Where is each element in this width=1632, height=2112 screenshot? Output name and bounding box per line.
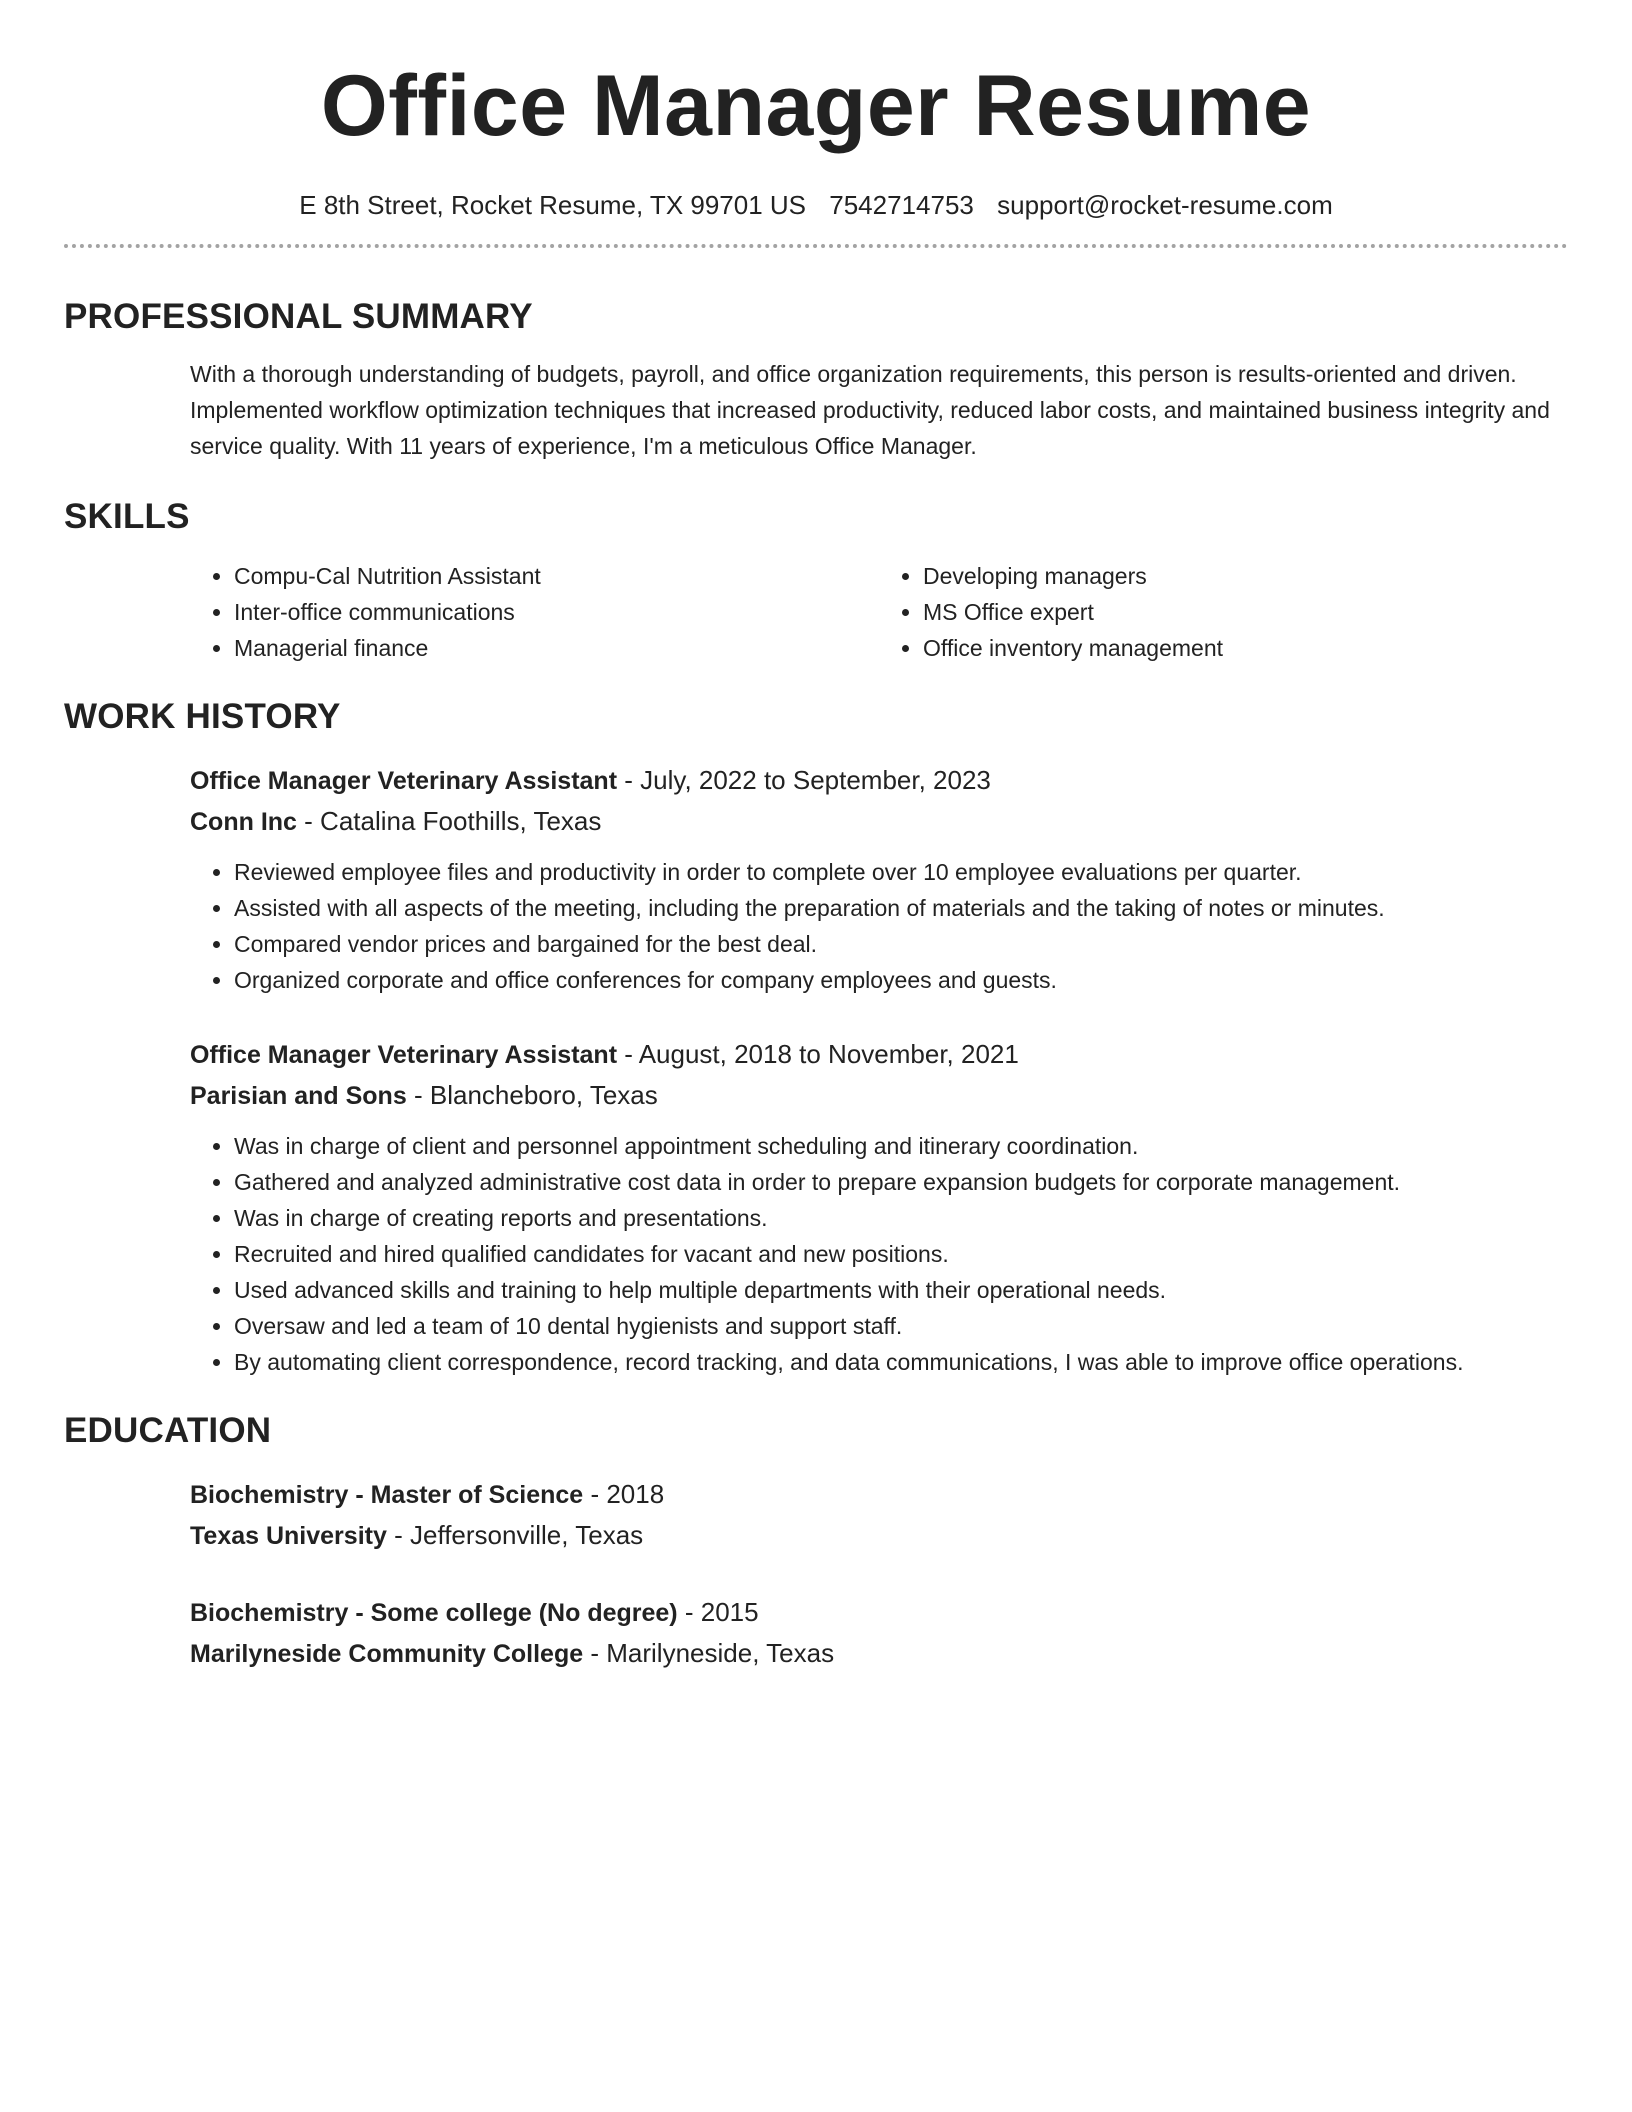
- contact-line: [64, 190, 1568, 220]
- degree-year: - 2015: [684, 1597, 759, 1627]
- job-duty: • Gathered and analyzed administrative cost data in order to prepare expansion budgets for corporate management.: [234, 1164, 1568, 1200]
- skills-list: [190, 558, 1568, 666]
- skill-item: • MS Office expert: [923, 594, 1568, 630]
- degree: Biochemistry - Master of Science: [190, 1481, 584, 1509]
- job-title: Office Manager Veterinary Assistant: [190, 1041, 618, 1069]
- job-dates: - August, 2018 to November, 2021: [624, 1039, 1019, 1069]
- job-dates: - July, 2022 to September, 2023: [624, 765, 991, 795]
- job-company: Conn Inc: [190, 808, 297, 836]
- degree: Biochemistry - Some college (No degree): [190, 1599, 678, 1627]
- work-history: [190, 760, 1568, 1380]
- skill-item: • Developing managers: [923, 558, 1568, 594]
- header-divider: [64, 244, 1568, 248]
- job-entry: [190, 760, 1568, 998]
- job-company: Parisian and Sons: [190, 1082, 407, 1110]
- summary-text: With a thorough understanding of budgets, payroll, and office organization requirements, this person is results-oriented and driven. Implemented workflow optimization techniques that increased productivity, reduced labor costs, and maintained business integrity and service quality. With 11 years of experience, I'm a meticulous Office Manager.: [190, 361, 1550, 459]
- job-duty: • Recruited and hired qualified candidates for vacant and new positions.: [234, 1236, 1568, 1272]
- skills-column-left: [190, 558, 879, 666]
- skills-column-right: [879, 558, 1568, 666]
- skill-item: • Compu-Cal Nutrition Assistant: [234, 558, 879, 594]
- skills-heading: SKILLS: [64, 497, 190, 536]
- job-title-line: [190, 760, 1568, 801]
- education-entry: [190, 1592, 1568, 1674]
- job-duty: • Oversaw and led a team of 10 dental hygienists and support staff.: [234, 1308, 1568, 1344]
- school-location: - Jeffersonville, Texas: [394, 1520, 644, 1550]
- job-company-line: [190, 1075, 1568, 1116]
- job-duty: • Was in charge of creating reports and presentations.: [234, 1200, 1568, 1236]
- skill-item: • Managerial finance: [234, 630, 879, 666]
- contact-email: support@rocket-resume.com: [997, 190, 1333, 220]
- school-line: [190, 1515, 1568, 1556]
- degree-year: - 2018: [590, 1479, 665, 1509]
- school-location: - Marilyneside, Texas: [590, 1638, 835, 1668]
- job-company-line: [190, 801, 1568, 842]
- school-line: [190, 1633, 1568, 1674]
- contact-phone: 7542714753: [829, 190, 974, 220]
- school: Texas University: [190, 1522, 387, 1550]
- job-duty: • Was in charge of client and personnel appointment scheduling and itinerary coordination.: [234, 1128, 1568, 1164]
- job-duty: • Assisted with all aspects of the meeting, including the preparation of materials and the taking of notes or minutes.: [234, 890, 1568, 926]
- job-duty: • Compared vendor prices and bargained for the best deal.: [234, 926, 1568, 962]
- job-location: - Catalina Foothills, Texas: [304, 806, 602, 836]
- job-entry: [190, 1034, 1568, 1380]
- summary-heading: PROFESSIONAL SUMMARY: [64, 297, 533, 336]
- job-duty: • Used advanced skills and training to help multiple departments with their operational needs.: [234, 1272, 1568, 1308]
- education-heading: EDUCATION: [64, 1411, 272, 1450]
- resume-title: Office Manager Resume: [320, 58, 1312, 154]
- contact-address: E 8th Street, Rocket Resume, TX 99701 US: [299, 190, 807, 220]
- job-duty: • Reviewed employee files and productivity in order to complete over 10 employee evaluations per quarter.: [234, 854, 1568, 890]
- degree-line: [190, 1474, 1568, 1515]
- degree-line: [190, 1592, 1568, 1633]
- education-list: [190, 1474, 1568, 1674]
- job-title: Office Manager Veterinary Assistant: [190, 767, 618, 795]
- skill-item: • Office inventory management: [923, 630, 1568, 666]
- job-duty: • Organized corporate and office conferences for company employees and guests.: [234, 962, 1568, 998]
- work-history-heading: WORK HISTORY: [64, 697, 341, 736]
- job-duties: [190, 1128, 1568, 1380]
- job-location: - Blancheboro, Texas: [413, 1080, 658, 1110]
- job-title-line: [190, 1034, 1568, 1075]
- job-duties: [190, 854, 1568, 998]
- school: Marilyneside Community College: [190, 1640, 584, 1668]
- skill-item: • Inter-office communications: [234, 594, 879, 630]
- education-entry: [190, 1474, 1568, 1556]
- job-duty: • By automating client correspondence, record tracking, and data communications, I was able to improve office operations.: [234, 1344, 1568, 1380]
